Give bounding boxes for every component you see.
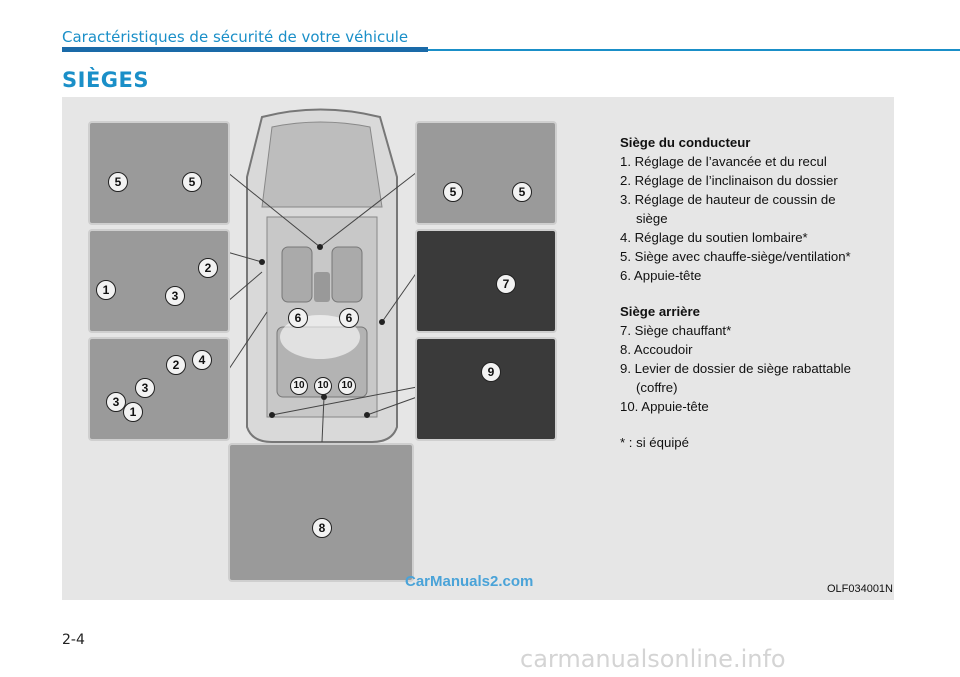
page-number: 2-4	[62, 632, 85, 648]
section-title: SIÈGES	[62, 68, 149, 92]
callout-1: 1	[96, 280, 116, 300]
callout-4: 4	[192, 350, 212, 370]
photo-rear-armrest	[228, 443, 414, 582]
photo-trunk-lever	[415, 337, 557, 441]
callout-10: 10	[290, 377, 308, 395]
photo-center-console-right	[415, 121, 557, 225]
legend-item: 7. Siège chauffant*	[620, 323, 732, 338]
callout-10: 10	[314, 377, 332, 395]
callout-2: 2	[166, 355, 186, 375]
callout-5: 5	[512, 182, 532, 202]
callout-6: 6	[339, 308, 359, 328]
footnote: * : si équipé	[620, 435, 689, 450]
callout-3: 3	[135, 378, 155, 398]
callout-3: 3	[106, 392, 126, 412]
spacer	[620, 416, 890, 433]
header-rule-accent	[62, 47, 428, 52]
spacer	[620, 285, 890, 302]
driver-seat-heading: Siège du conducteur	[620, 135, 751, 150]
legend-item: 4. Réglage du soutien lombaire*	[620, 230, 808, 245]
legend-item-continuation: siège	[636, 211, 668, 226]
legend-item: 9. Levier de dossier de siège rabattable	[620, 361, 851, 376]
callout-7: 7	[496, 274, 516, 294]
legend-item: 10. Appuie-tête	[620, 399, 709, 414]
callout-5: 5	[443, 182, 463, 202]
figure-code: OLF034001N	[826, 583, 893, 595]
callout-9: 9	[481, 362, 501, 382]
legend-item: 1. Réglage de l’avancée et du recul	[620, 154, 827, 169]
callout-6: 6	[288, 308, 308, 328]
watermark-logo: CarManuals2.com	[405, 573, 534, 590]
legend-item: 5. Siège avec chauffe-siège/ventilation*	[620, 249, 851, 264]
callout-5: 5	[182, 172, 202, 192]
site-watermark: carmanualsonline.info	[520, 645, 786, 673]
legend-item: 2. Réglage de l’inclinaison du dossier	[620, 173, 838, 188]
legend-item: 6. Appuie-tête	[620, 268, 702, 283]
header-title: Caractéristiques de sécurité de votre véhicule	[62, 28, 409, 46]
callout-2: 2	[198, 258, 218, 278]
rear-seat-heading: Siège arrière	[620, 304, 700, 319]
photo-center-console-left	[88, 121, 230, 225]
legend-item-continuation: (coffre)	[636, 380, 678, 395]
callout-3: 3	[165, 286, 185, 306]
callout-8: 8	[312, 518, 332, 538]
photo-rear-door-switch	[415, 229, 557, 333]
callout-1: 1	[123, 402, 143, 422]
callout-10: 10	[338, 377, 356, 395]
callout-5: 5	[108, 172, 128, 192]
legend-text	[620, 133, 890, 452]
legend-item: 8. Accoudoir	[620, 342, 693, 357]
legend-item: 3. Réglage de hauteur de coussin de	[620, 192, 836, 207]
